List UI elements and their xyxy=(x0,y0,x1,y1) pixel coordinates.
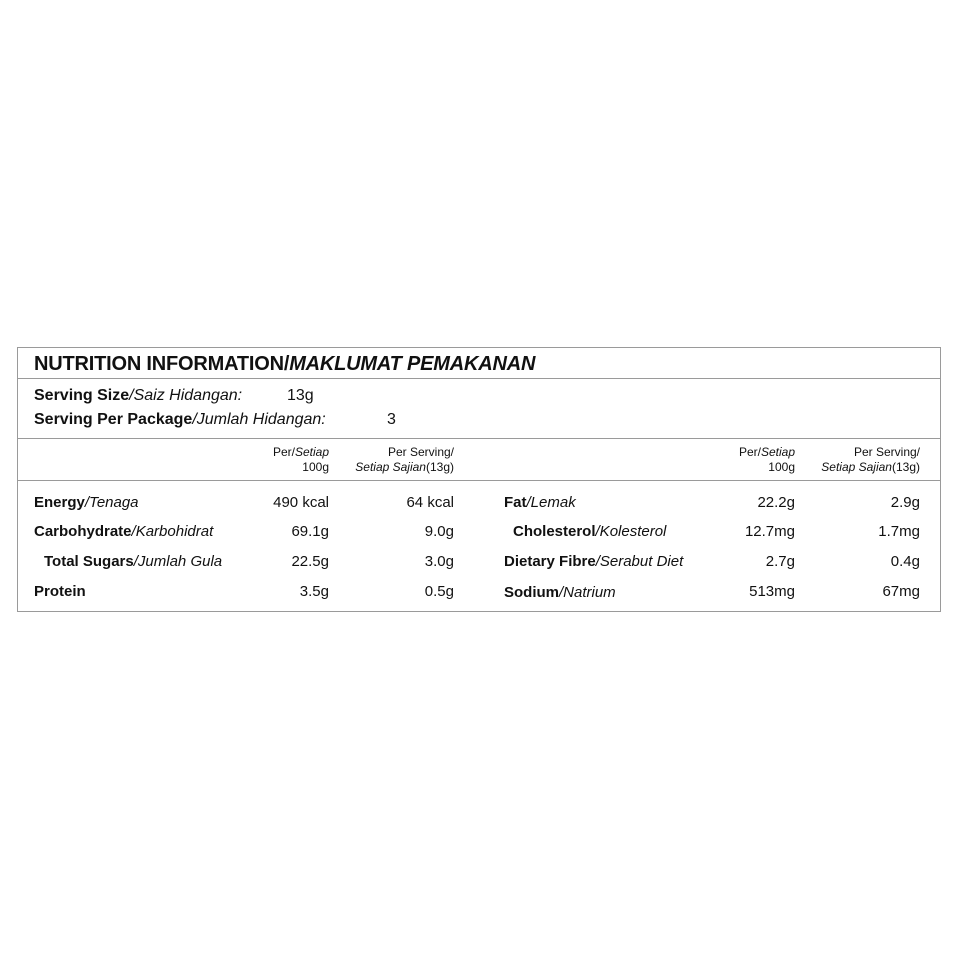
divider xyxy=(18,438,940,439)
column-header-per-serving xyxy=(821,445,920,475)
value-fat-perserving: 2.9g xyxy=(890,494,920,511)
colhead-setiap-sajian: Setiap Sajian xyxy=(355,460,426,474)
colhead-per: Per/ xyxy=(272,445,295,459)
label-malay: /Jumlah Gula xyxy=(133,553,223,570)
serving-size-label xyxy=(34,387,242,405)
colhead-100g: 100g xyxy=(768,460,795,474)
value-sodium-perserving: 67mg xyxy=(882,583,920,600)
row-label-total-sugars xyxy=(44,553,222,570)
column-header-per-100g xyxy=(739,445,795,475)
row-label-energy xyxy=(34,494,139,511)
label-english: Total Sugars xyxy=(44,553,134,570)
value-sodium-per100g: 513mg xyxy=(749,583,795,600)
serving-size-english: Serving Size xyxy=(34,387,130,404)
nutrition-title xyxy=(34,353,535,376)
colhead-setiap-sajian: Setiap Sajian xyxy=(821,460,892,474)
row-label-cholesterol xyxy=(513,523,666,540)
value-fat-per100g: 22.2g xyxy=(757,494,795,511)
row-label-sodium xyxy=(504,584,616,601)
label-english: Energy xyxy=(34,494,85,511)
label-malay: /Tenaga xyxy=(84,494,139,511)
serving-per-package-label xyxy=(34,411,326,429)
colhead-per: Per/ xyxy=(738,445,761,459)
label-malay: /Lemak xyxy=(526,494,576,511)
label-malay: /Kolesterol xyxy=(595,523,667,540)
colhead-13g: (13g) xyxy=(425,460,454,474)
row-label-fat xyxy=(504,494,576,511)
label-malay: /Natrium xyxy=(559,584,616,601)
serving-per-package-english: Serving Per Package xyxy=(34,411,193,428)
column-header-per-100g xyxy=(273,445,329,475)
value-total-sugars-per100g: 22.5g xyxy=(291,553,329,570)
value-energy-per100g: 490 kcal xyxy=(273,494,329,511)
divider xyxy=(18,480,940,481)
title-english: NUTRITION INFORMATION/ xyxy=(34,353,290,375)
value-total-sugars-perserving: 3.0g xyxy=(424,553,454,570)
colhead-per-serving: Per Serving/ xyxy=(387,445,454,459)
colhead-13g: (13g) xyxy=(891,460,920,474)
colhead-setiap: Setiap xyxy=(294,445,329,459)
label-english: Carbohydrate xyxy=(34,523,132,540)
label-english: Fat xyxy=(504,494,527,511)
value-dietary-fibre-per100g: 2.7g xyxy=(765,553,795,570)
value-energy-perserving: 64 kcal xyxy=(406,494,454,511)
serving-size-value: 13g xyxy=(287,387,314,404)
value-cholesterol-perserving: 1.7mg xyxy=(878,523,920,540)
value-protein-per100g: 3.5g xyxy=(299,583,329,600)
nutrition-panel xyxy=(17,347,941,612)
row-label-dietary-fibre xyxy=(504,553,683,570)
label-english: Sodium xyxy=(504,584,559,601)
colhead-setiap: Setiap xyxy=(760,445,795,459)
label-english: Protein xyxy=(34,583,86,600)
label-english: Cholesterol xyxy=(513,523,596,540)
colhead-per-serving: Per Serving/ xyxy=(853,445,920,459)
label-malay: /Karbohidrat xyxy=(131,523,214,540)
value-dietary-fibre-perserving: 0.4g xyxy=(890,553,920,570)
value-protein-perserving: 0.5g xyxy=(424,583,454,600)
serving-per-package-malay: /Jumlah Hidangan: xyxy=(192,411,326,428)
value-carbohydrate-per100g: 69.1g xyxy=(291,523,329,540)
row-label-carbohydrate xyxy=(34,523,213,540)
column-header-per-serving xyxy=(355,445,454,475)
label-malay: /Serabut Diet xyxy=(595,553,684,570)
value-carbohydrate-perserving: 9.0g xyxy=(424,523,454,540)
colhead-100g: 100g xyxy=(302,460,329,474)
serving-per-package-value: 3 xyxy=(387,411,396,428)
divider xyxy=(18,378,940,379)
label-english: Dietary Fibre xyxy=(504,553,596,570)
row-label-protein xyxy=(34,583,86,600)
value-cholesterol-per100g: 12.7mg xyxy=(744,523,795,540)
serving-size-malay: /Saiz Hidangan: xyxy=(129,387,243,404)
title-malay: MAKLUMAT PEMAKANAN xyxy=(289,353,536,375)
